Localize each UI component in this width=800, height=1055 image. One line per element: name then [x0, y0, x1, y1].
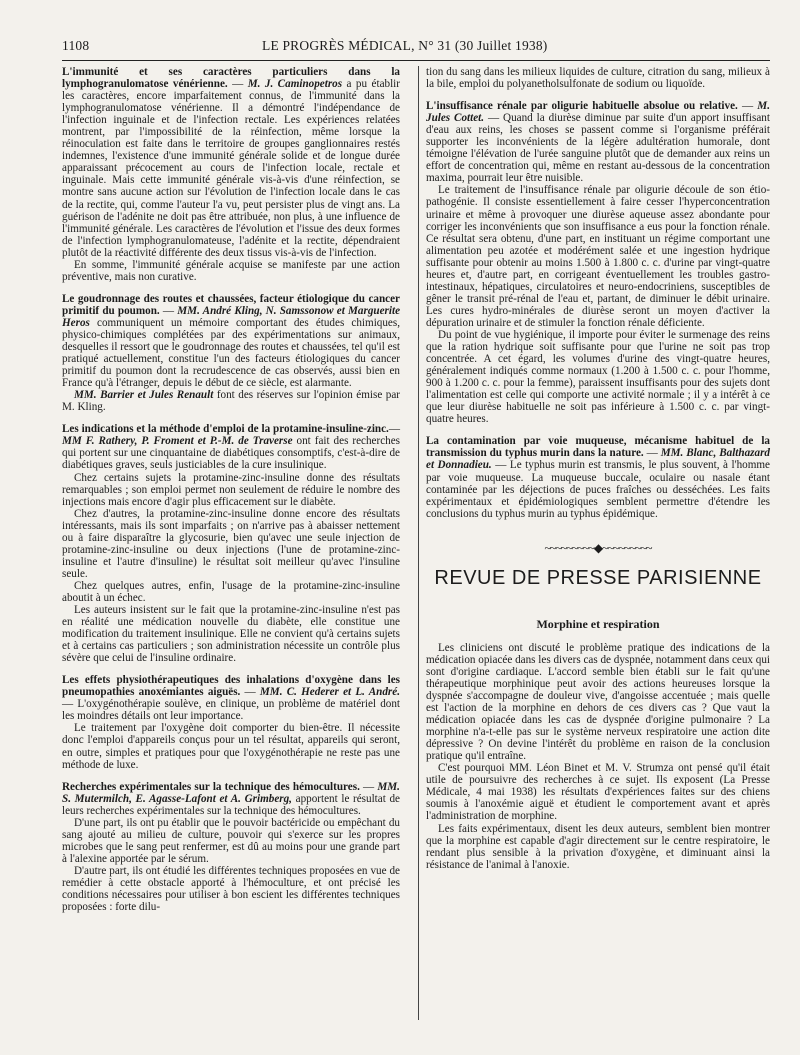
article-text: communiquent un mémoire comportant des études chimiques, physico-chimiques complétées par des expérimentations sur animaux, desquelles il ressort que le goudronnage des routes et chaussées, tel qu'il est pratiqué actuellement, constitue l'un des facteurs étiologiques du cancer primitif du poumon dont la recrudescence de cas observés, aussi bien en France qu'à l'étranger, depuis le début de ce siècle, est alarmante.: [62, 316, 400, 390]
section-subtitle: Morphine et respiration: [536, 616, 660, 631]
article-immunite: L'immunité et ses caractères particuliers dans la lymphogranulomatose vénérienne. — M. J. Caminopetros a pu établir les caractères, encore imparfaitement connus, de l'immunité dans la lymphogranulomatose vénérienne. Il a démontré l'indépendance de l'infection inguinale et de l'infection rectale. Les expériences relatées montrent, par l'impossibilité de la réinfection, même lorsque la réinoculation est faite dans le territoire de groupes ganglionnaires restés indemnes, l'existence d'une immunité générale solide et de longue durée apparaissant précocement au cours de l'infection locale, rectale et inguinale. Mais cette immunité générale vis-à-vis d'une réinfection, se montre sans aucune action sur l'évolution de l'infection locale dans le cas de la rectite, qui, comme l'auteur l'a vu, peut persister plus de vingt ans. La guérison de l'adénite ne doit pas être attribuée, non plus, à une influence de l'immunité générale. Les caractères de l'évolution et l'issue des deux formes de l'infection lymphogranulomateuse, l'adénite et la rectite, dépendraient plutôt de la réactivité différente des deux tissus vis-à-vis de l'infection. En somme, l'immunité générale acquise se manifeste par une action préventive, mais non curative.: [62, 66, 400, 283]
article-author: M. Jules Cottet.: [426, 100, 770, 125]
running-header: [62, 36, 762, 58]
article-hemocultures-continued: [426, 66, 770, 90]
article-title: Le goudronnage des routes et chaussées, facteur étiologique du cancer primitif du poumon.: [62, 292, 400, 317]
article-typhus: La contamination par voie muqueuse, mécanisme habituel de la transmission du typhus murin dans la nature. — MM. Blanc, Balthazard et Donnadieu. — Le typhus murin est transmis, le plus souvent, à l'homme par voie muqueuse. La muqueuse buccale, oculaire ou nasale étant contaminée par les déjections de puces fraîches ou desséchées. Les faits expérimentaux et épidémiologiques semblent permettre d'étendre les conclusions du typhus murin au typhus épidémique.: [426, 435, 770, 520]
page-number: 1108: [62, 38, 90, 53]
right-column: [426, 66, 770, 881]
article-text: Le traitement par l'oxygène doit comporter du bien-être. Il nécessite donc l'emploi d'appareils conçus pour un tel résultat, appareils qui seront, en outre, simples et pratiques pour que l'oxygénothérapie ne reste pas une méthode de luxe.: [62, 722, 400, 771]
article-title: L'immunité et ses caractères particuliers dans la lymphogranulomatose vénérienne.: [62, 66, 400, 91]
article-text: D'une part, ils ont pu établir que le pouvoir bactéricide ou empêchant du sang ajouté au milieu de culture, pouvoir qui s'exerce sur les propres microbes que le sang peut renfermer, est dû au moins pour une grande part à l'alexine apportée par le sérum.: [62, 816, 400, 865]
article-author: MM F. Rathery, P. Froment et P.-M. de Traverse: [62, 435, 293, 448]
article-author: M. J. Caminopetros: [247, 78, 343, 91]
article-title: La contamination par voie muqueuse, mécanisme habituel de la transmission du typhus murin dans la nature.: [426, 435, 770, 460]
article-text: En somme, l'immunité générale acquise se manifeste par une action préventive, mais non curative.: [62, 258, 400, 283]
article-oxygene: Les effets physiothérapeutiques des inhalations d'oxygène dans les pneumopathies anoxémiantes aiguës. — MM. C. Hederer et L. André. — L'oxygénothérapie soulève, en clinique, un problème de matériel dont les moindres détails ont leur importance. Le traitement par l'oxygène doit comporter du bien-être. Il nécessite donc l'emploi d'appareils conçus pour un tel résultat, appareils qui seront, en outre, simples et pratiques pour que l'oxygénothérapie ne reste pas une méthode de luxe.: [62, 674, 400, 771]
article-text: tion du sang dans les milieux liquides de culture, citration du sang, milieux à la bile, emploi du polyanetholsulfonate de sodium ou liquoïde.: [426, 66, 770, 91]
article-text: D'autre part, ils ont étudié les différentes techniques proposées en vue de remédier à cette obstacle apporté à l'hémoculture, et ont précisé les conditions nécessaires pour utiliser à bon escient les différentes techniques proposées : forte dilu-: [62, 864, 400, 914]
article-text: Chez d'autres, la protamine-zinc-insuline donne encore des résultats intéressants, mais ils sont imparfaits ; on n'arrive pas à abaisser nettement ou à faire disparaître la glycosurie, bien qu'avec une seule injection de protamine-zinc-insuline ou deux injections (l'une de protamine-zinc-insuline et l'autre d'insuline) le résultat soit meilleur qu'avec l'insuline seule.: [62, 507, 400, 580]
article-text: a pu établir les caractères, encore imparfaitement connus, de l'immunité dans la lymphogranulomatose vénérienne. Il a démontré l'indépendance de l'infection inguinale et de l'infection rectale. Les expériences relatées montrent, par l'impossibilité de la réinfection, même lorsque la réinoculation est faite dans le territoire de groupes ganglionnaires restés indemnes, l'existence d'une immunité générale solide et de longue durée apparaissant précocement au cours de l'infection locale, rectale et inguinale. Mais cette immunité générale vis-à-vis d'une réinfection, se montre sans aucune action sur l'évolution de l'infection locale dans le cas de la rectite, qui, comme l'auteur l'a vu, peut persister plus de vingt ans. La guérison de l'adénite ne doit pas être attribuée, non plus, à une influence de l'immunité générale. Les caractères de l'évolution et l'issue des deux formes de l'infection lymphogranulomateuse, l'adénite et la rectite, dépendraient plutôt de la réactivité différente des deux tissus vis-à-vis de l'infection.: [62, 78, 400, 259]
article-text: apportent le résultat de leurs recherches expérimentales sur la technique des hémocultures.: [62, 792, 400, 817]
article-text: — L'oxygénothérapie soulève, en clinique, un problème de matériel dont les moindres détails ont leur importance.: [62, 698, 400, 723]
article-text: C'est pourquoi MM. Léon Binet et M. V. Strumza ont pensé qu'il était utile de poursuivre des recherches à ce sujet. Ils exposent (La Presse Médicale, 4 mai 1938) les résultats d'expériences faites sur des chiens soumis à l'anoxémie aiguë et étudient le comportement avant et après l'administration de morphine.: [426, 762, 770, 823]
article-text: Les auteurs insistent sur le fait que la protamine-zinc-insuline n'est pas en réalité une médication nouvelle du diabète, elle constitue une modification du traitement insulinique. Elle ne convient qu'à certains sujets et à certains cas particuliers ; son administration nécessite un contrôle plus sévère que celui de l'insuline ordinaire.: [62, 604, 400, 665]
article-author: MM. Barrier et Jules Renault: [74, 389, 214, 402]
article-text: ont fait des recherches qui portent sur une cinquantaine de diabétiques consomptifs, c'est-à-dire de diabétiques graves, seuls justiciables de la cure insulinique.: [62, 435, 400, 472]
article-insuffisance-renale: L'insuffisance rénale par oligurie habituelle absolue ou relative. — M. Jules Cottet. — Quand la diurèse diminue par suite d'un apport insuffisant d'eau aux reins, les choses se passent comme si l'organisme préférait supporter les inconvénients de la légère adultération humorale, dont témoigne l'élévation de l'urée sanguine plutôt que de demander aux reins un effort de concentration qui, même en restant au-dessous de la concentration maxima, pourrait leur être nuisible. Le traitement de l'insuffisance rénale par oligurie découle de son étio-pathogénie. Il consiste essentiellement à faire cesser l'hyperconcentration urinaire et même à provoquer une diurèse aqueuse assez abondante pour corriger les inconvénients que son insuffisance a eus pour la fonction rénale. Ce résultat sera obtenu, d'une part, en instituant un régime comportant une alimentation peu azotée et modérément salée et une ingestion hydrique suffisante pour obtenir au moins 1.500 à 1.800 c. c. d'urine par vingt-quatre heures et, d'autre part, en corrigeant éventuellement les troubles gastro-intestinaux, hépatiques, circulatoires et neuro-endocriniens, susceptibles de gêner le transit pré-rénal de l'eau et, partant, de diminuer le débit urinaire. Les cures hydro-minérales de diurèse seront un moyen d'activer la dépuration urinaire et de stimuler la fonction rénale déficiente. Du point de vue hygiénique, il importe pour éviter le surmenage des reins que la ration hydrique soit suffisante pour que l'urine ne soit pas trop concentrée. A cet égard, les volumes d'urine des vingt-quatre heures, généralement indiqués comme normaux (1.200 à 1.500 c. c. pour l'homme, 900 à 1.200 c. c. pour la femme), paraissent insuffisants pour des sujets dont l'alimentation est celle qui comporte une activité normale ; il y a intérêt à ce que leur diurèse habituelle ne soit pas inférieure à 1.500 c. c. par vingt-quatre heures.: [426, 100, 770, 426]
article-title: Les indications et la méthode d'emploi de la protamine-insuline-zinc.: [62, 423, 389, 436]
article-author: MM. Blanc, Balthazard et Donnadieu.: [426, 447, 770, 472]
article-title: Les effets physiothérapeutiques des inhalations d'oxygène dans les pneumopathies anoxémiantes aiguës.: [62, 674, 400, 699]
ornament-divider: ~~~~~~~~~◆~~~~~~~~~: [544, 540, 652, 555]
article-author: MM. C. Hederer et L. André.: [259, 686, 400, 699]
article-goudronnage: Le goudronnage des routes et chaussées, facteur étiologique du cancer primitif du poumon. — MM. André Kling, N. Samssonow et Marguerite Heros communiquent un mémoire comportant des études chimiques, physico-chimiques complétées par des expérimentations sur animaux, desquelles il ressort que le goudronnage des routes et chaussées, tel qu'il est pratiqué actuellement, constitue l'un des facteurs étiologiques du cancer primitif du poumon dont la recrudescence de cas observés, aussi bien en France qu'à l'étranger, depuis le début de ce siècle, est alarmante. MM. Barrier et Jules Renault font des réserves sur l'opinion émise par M. Kling.: [62, 292, 401, 414]
article-title: Recherches expérimentales sur la technique des hémocultures.: [62, 780, 360, 793]
article-text: Les cliniciens ont discuté le problème pratique des indications de la médication opiacée dans les divers cas de dyspnée, notamment dans ceux qui sont d'origine cardiaque. L'accord semble bien établi sur le fait qu'une thérapeutique morphinique peut avoir des actions heureuses lorsque la dyspnée s'accompagne de douleur vive, d'angoisse accentuée ; mais quelle est l'action de la morphine en dehors de ces divers cas ? Que vaut la médication opiacée dans les cas de dyspnée d'origine pulmonaire ? La morphine n'a-t-elle pas sur le système nerveux respiratoire une action dite dépressive ? On devine l'intérêt du problème en raison de la conclusion pratique qu'il entraîne.: [426, 641, 771, 763]
header-rule: [62, 60, 770, 61]
article-text: — Le typhus murin est transmis, le plus souvent, à l'homme par voie muqueuse. La muqueuse buccale, oculaire ou nasale étant contaminée par les déjections de puces fraîches ou desséchées. Les faits expérimentaux et épidémiologiques semblent permettre d'étendre les conclusions du typhus murin au typhus épidémique.: [426, 459, 770, 520]
article-text: font des réserves sur l'opinion émise par M. Kling.: [62, 389, 400, 414]
article-hemocultures: Recherches expérimentales sur la technique des hémocultures. — MM. S. Mutermilch, E. Agasse-Lafont et A. Grimberg, apportent le résultat de leurs recherches expérimentales sur la technique des hémocultures. D'une part, ils ont pu établir que le pouvoir bactéricide ou empêchant du sang ajouté au milieu de culture, pouvoir qui s'exerce sur les propres microbes que le sang peut renfermer, est dû au moins pour une grande part à l'alexine apportée par le sérum. D'autre part, ils ont étudié les différentes techniques proposées en vue de remédier à cette obstacle apporté à l'hémoculture, et ont précisé les conditions nécessaires pour utiliser à bon escient les différentes techniques proposées : forte dilu-: [62, 780, 400, 914]
article-text: — Quand la diurèse diminue par suite d'un apport insuffisant d'eau aux reins, les choses se passent comme si l'organisme préférait supporter les inconvénients de la légère adultération humorale, dont témoigne l'élévation de l'urée sanguine plutôt que de demander aux reins un effort de concentration qui, même en restant au-dessous de la concentration maxima, pourrait leur être nuisible.: [426, 112, 770, 185]
section-title: REVUE DE PRESSE PARISIENNE: [434, 566, 762, 589]
left-column: [62, 66, 400, 923]
article-text: Chez certains sujets la protamine-zinc-insuline donne des résultats remarquables ; son emploi permet non seulement de réduire le nombre des injections mais encore d'agir plus efficacement sur le diabète.: [62, 471, 400, 508]
article-text: Les faits expérimentaux, disent les deux auteurs, semblent bien montrer que la morphine est capable d'agir directement sur le centre respiratoire, le rendant plus sensible à la privation d'oxygène, et diminuant ainsi la résistance de l'animal à l'anoxie.: [426, 822, 770, 871]
article-title: L'insuffisance rénale par oligurie habituelle absolue ou relative.: [426, 100, 738, 113]
article-morphine: [426, 642, 770, 871]
article-author: MM. S. Mutermilch, E. Agasse-Lafont et A. Grimberg,: [62, 780, 400, 805]
article-protamine: Les indications et la méthode d'emploi de la protamine-insuline-zinc.— MM F. Rathery, P. Froment et P.-M. de Traverse ont fait des recherches qui portent sur une cinquantaine de diabétiques consomptifs, c'est-à-dire de diabétiques graves, seuls justiciables de la cure insulinique. Chez certains sujets la protamine-zinc-insuline donne des résultats remarquables ; son emploi permet non seulement de réduire le nombre des injections mais encore d'agir plus efficacement sur le diabète. Chez d'autres, la protamine-zinc-insuline donne encore des résultats intéressants, mais ils sont imparfaits ; on n'arrive pas à abaisser nettement ou à faire disparaître la glycosurie, bien qu'avec une seule injection de protamine-zinc-insuline ou deux injections (l'une de protamine-zinc-insuline et l'autre d'insuline) le résultat soit meilleur qu'avec l'insuline seule. Chez quelques autres, enfin, l'usage de la protamine-zinc-insuline aboutit à un échec. Les auteurs insistent sur le fait que la protamine-zinc-insuline n'est pas en réalité une médication nouvelle du diabète, elle constitue une modification du traitement insulinique. Elle ne convient qu'à certains sujets et à certains cas particuliers ; son administration nécessite un contrôle plus sévère que celui de l'insuline ordinaire.: [62, 423, 400, 665]
article-text: Le traitement de l'insuffisance rénale par oligurie découle de son étio-pathogénie. Il consiste essentiellement à faire cesser l'hyperconcentration urinaire et même à provoquer une diurèse aqueuse assez abondante pour corriger les inconvénients que son insuffisance a eus pour la fonction rénale. Ce résultat sera obtenu, d'une part, en instituant un régime comportant une alimentation peu azotée et modérément salée et une ingestion hydrique suffisante pour obtenir au moins 1.500 à 1.800 c. c. d'urine par vingt-quatre heures et, d'autre part, en corrigeant éventuellement les troubles gastro-intestinaux, hépatiques, circulatoires et neuro-endocriniens, susceptibles de gêner le transit pré-rénal de l'eau et, partant, de diminuer le débit urinaire. Les cures hydro-minérales de diurèse seront un moyen d'activer la dépuration urinaire et de stimuler la fonction rénale déficiente.: [426, 184, 770, 329]
running-title: LE PROGRÈS MÉDICAL, N° 31 (30 Juillet 1938): [262, 38, 548, 53]
article-text: Chez quelques autres, enfin, l'usage de la protamine-zinc-insuline aboutit à un échec.: [62, 579, 400, 604]
column-divider: [418, 66, 419, 1020]
article-text: Du point de vue hygiénique, il importe pour éviter le surmenage des reins que la ration hydrique soit suffisante pour que l'urine ne soit pas trop concentrée. A cet égard, les volumes d'urine des vingt-quatre heures, généralement indiqués comme normaux (1.200 à 1.500 c. c. pour l'homme, 900 à 1.200 c. c. pour la femme), paraissent insuffisants pour des sujets dont l'alimentation est celle qui comporte une activité normale ; il y a intérêt à ce que leur diurèse habituelle ne soit pas inférieure à 1.500 c. c. par vingt-quatre heures.: [426, 328, 770, 426]
article-author: MM. André Kling, N. Samssonow et Marguerite Heros: [62, 304, 401, 329]
